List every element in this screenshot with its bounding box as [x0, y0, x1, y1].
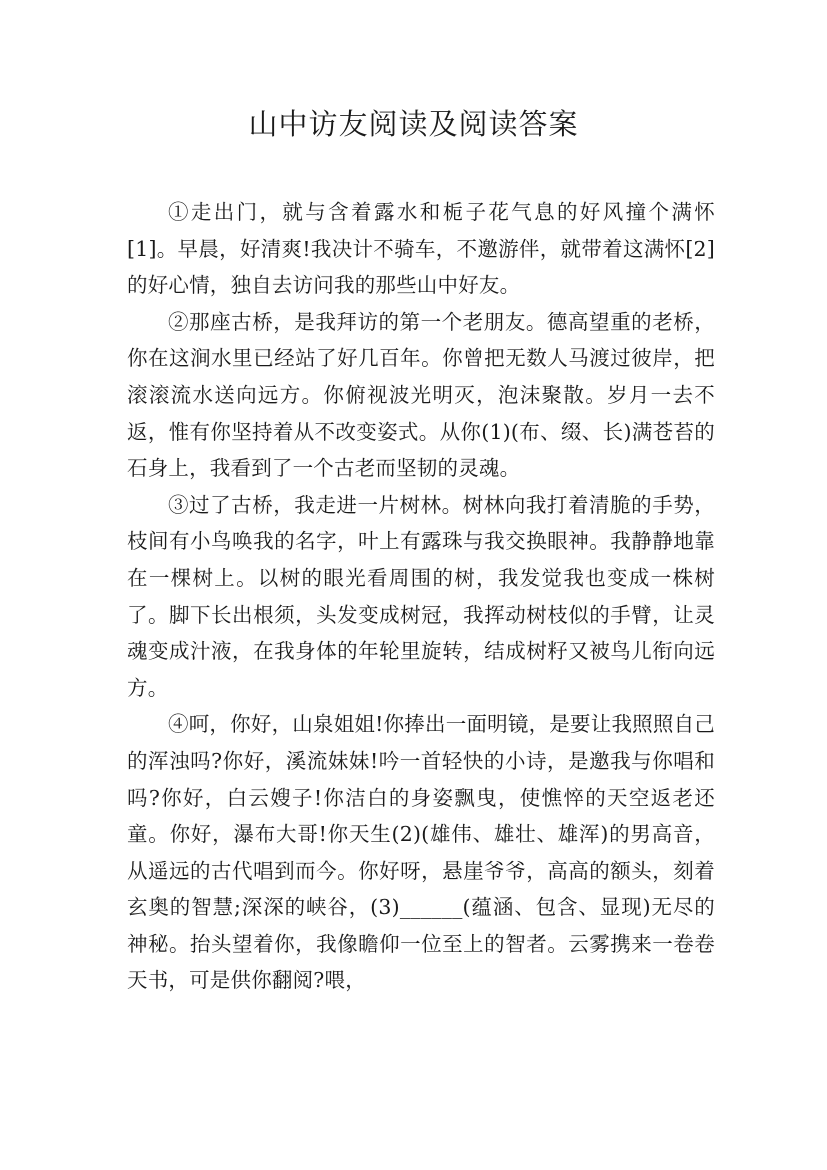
- paragraph-1: ①走出门，就与含着露水和栀子花气息的好风撞个满怀[1]。早晨，好清爽!我决计不骑车，不邀游伴，就带着这满怀[2]的好心情，独自去访问我的那些山中好友。: [127, 200, 715, 298]
- paragraph-4: ④呵，你好，山泉姐姐!你捧出一面明镜，是要让我照照自己的浑浊吗?你好，溪流妹妹!吟一首轻快的小诗，是邀我与你唱和吗?你好，白云嫂子!你洁白的身姿飘曳，使憔悴的天空返老还童。你好，瀑布大哥!你天生(2)(雄伟、雄壮、雄浑)的男高音，从遥远的古代唱到而今。你好呀，悬崖爷爷，高高的额头，刻着玄奥的智慧;深深的峡谷，(3)______(蕴涵、包含、显现)无尽的神秘。抬头望着你，我像瞻仰一位至上的智者。云雾携来一卷卷天书，可是供你翻阅?喂，: [127, 712, 715, 993]
- paragraph-3: ③过了古桥，我走进一片树林。树林向我打着清脆的手势，枝间有小鸟唤我的名字，叶上有露珠与我交换眼神。我静静地靠在一棵树上。以树的眼光看周围的树，我发觉我也变成一株树了。脚下长出根须，头发变成树冠，我挥动树枝似的手臂，让灵魂变成汁液，在我身体的年轮里旋转，结成树籽又被鸟儿衔向远方。: [127, 492, 715, 700]
- paragraph-2: ②那座古桥，是我拜访的第一个老朋友。德高望重的老桥，你在这涧水里已经站了好几百年。你曾把无数人马渡过彼岸，把滚滚流水送向远方。你俯视波光明灭，泡沫聚散。岁月一去不返，惟有你坚持着从不改变姿式。从你(1)(布、缀、长)满苍苔的石身上，我看到了一个古老而坚韧的灵魂。: [127, 309, 715, 481]
- document-title: 山中访友阅读及阅读答案: [248, 107, 579, 141]
- article-body: [127, 194, 715, 999]
